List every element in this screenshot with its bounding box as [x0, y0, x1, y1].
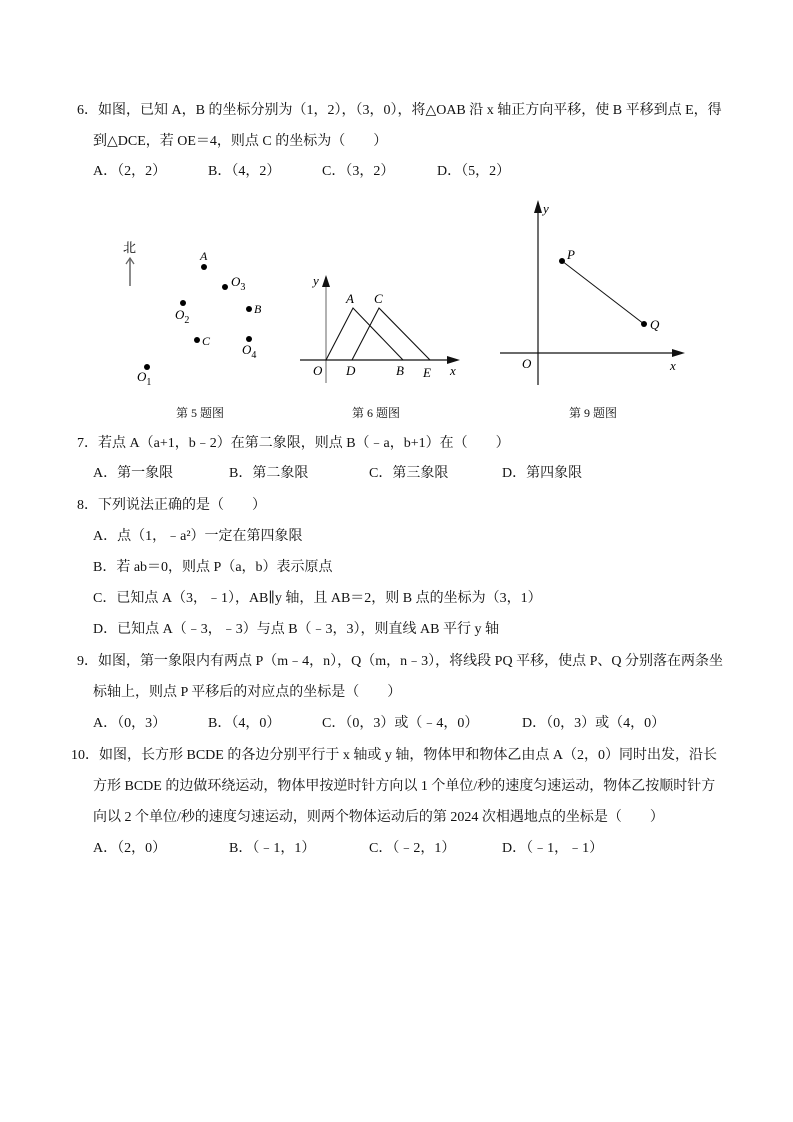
north-label: 北: [123, 240, 137, 255]
q6-option-a[interactable]: A．（2，2）: [93, 164, 167, 179]
label-x: x: [670, 358, 676, 373]
label-o3: $O_3$: [231, 274, 246, 293]
q9-option-d[interactable]: D．（0，3）或（4，0）: [522, 716, 666, 731]
q9-option-b[interactable]: B．（4，0）: [208, 716, 281, 731]
point-q: [641, 321, 647, 327]
q6-option-d[interactable]: D．（5，2）: [437, 164, 511, 179]
label-b: B: [254, 302, 262, 316]
figure-6: [295, 265, 470, 390]
label-c: C: [374, 291, 383, 306]
q6-stem-line1: 6．如图，已知 A，B 的坐标分别为（1，2），（3，0），将△OAB 沿 x 轴正方向平移，使 B 平移到点 E，得: [77, 103, 722, 118]
q8-stem: 8．下列说法正确的是（ ）: [77, 498, 266, 513]
q7-option-d[interactable]: D．第四象限: [502, 466, 583, 481]
q6-option-b[interactable]: B．（4，2）: [208, 164, 281, 179]
q7-option-c[interactable]: C．第三象限: [369, 466, 449, 481]
point-a: [201, 264, 207, 270]
q9-option-a[interactable]: A．（0，3）: [93, 716, 167, 731]
triangle-oab: [326, 308, 403, 360]
label-d: D: [346, 363, 356, 378]
y-axis-arrow-icon: [534, 200, 542, 213]
q7-option-a[interactable]: A．第一象限: [93, 466, 174, 481]
figure-9-caption: 第 9 题图: [569, 406, 618, 420]
q9-stem-line2: 标轴上，则点 P 平移后的对应点的坐标是（ ）: [93, 685, 402, 700]
segment-pq: [562, 261, 644, 324]
q6-option-c[interactable]: C．（3，2）: [322, 164, 395, 179]
point-o3: [222, 284, 228, 290]
q10-option-b[interactable]: B．（﹣1，1）: [229, 841, 316, 856]
y-axis-arrow-icon: [322, 275, 330, 287]
label-p: P: [567, 247, 575, 262]
q10-stem-line2: 方形 BCDE 的边做环绕运动，物体甲按逆时针方向以 1 个单位/秒的速度匀速运动，物体乙按顺时针方: [93, 779, 716, 794]
q8-option-a[interactable]: A．点（1，﹣a²）一定在第四象限: [93, 529, 303, 544]
q10-option-a[interactable]: A．（2，0）: [93, 841, 167, 856]
label-q: Q: [650, 317, 660, 332]
q10-stem-line1: 10．如图，长方形 BCDE 的各边分别平行于 x 轴或 y 轴，物体甲和物体乙由点 A（2，0）同时出发，沿长: [71, 748, 717, 763]
point-c: [194, 337, 200, 343]
label-y: y: [543, 201, 549, 216]
q6-stem-line2: 到△DCE，若 OE＝4，则点 C 的坐标为（ ）: [93, 134, 388, 149]
q8-option-b[interactable]: B．若 ab＝0，则点 P（a，b）表示原点: [93, 560, 333, 575]
q10-option-c[interactable]: C．（﹣2，1）: [369, 841, 456, 856]
label-o4: $O_4$: [242, 342, 257, 361]
q10-stem-line3: 向以 2 个单位/秒的速度匀速运动，则两个物体运动后的第 2024 次相遇地点的坐标是（ ）: [93, 810, 664, 825]
north-arrow-icon: [126, 258, 134, 286]
label-a: A: [346, 291, 354, 306]
label-o: O: [522, 356, 532, 371]
q7-option-b[interactable]: B．第二象限: [229, 466, 309, 481]
figure-9: [495, 197, 690, 392]
figure-5: [115, 232, 275, 392]
q8-option-d[interactable]: D．已知点 A（﹣3，﹣3）与点 B（﹣3，3），则直线 AB 平行 y 轴: [93, 622, 500, 637]
label-y: y: [313, 273, 319, 288]
label-o1: $O_1$: [137, 369, 152, 388]
point-o2: [180, 300, 186, 306]
q7-stem: 7．若点 A（a+1，b﹣2）在第二象限，则点 B（﹣a，b+1）在（ ）: [77, 436, 510, 451]
x-axis-arrow-icon: [672, 349, 685, 357]
q8-option-c[interactable]: C．已知点 A（3，﹣1），AB∥y 轴，且 AB＝2，则 B 点的坐标为（3，1）: [93, 591, 542, 606]
label-o: O: [313, 363, 323, 378]
figure-6-caption: 第 6 题图: [352, 406, 401, 420]
q10-option-d[interactable]: D．（﹣1，﹣1）: [502, 841, 604, 856]
label-x: x: [450, 363, 456, 378]
label-e: E: [423, 365, 431, 380]
label-a: A: [200, 249, 208, 263]
point-p: [559, 258, 565, 264]
q9-option-c[interactable]: C．（0，3）或（﹣4，0）: [322, 716, 479, 731]
label-b: B: [396, 363, 404, 378]
point-b: [246, 306, 252, 312]
q9-stem-line1: 9．如图，第一象限内有两点 P（m﹣4，n），Q（m，n﹣3），将线段 PQ 平移，使点 P、Q 分别落在两条坐: [77, 654, 723, 669]
figure-5-caption: 第 5 题图: [176, 406, 225, 420]
label-o2: $O_2$: [175, 307, 190, 326]
label-c: C: [202, 334, 211, 348]
triangle-dce: [352, 308, 430, 360]
